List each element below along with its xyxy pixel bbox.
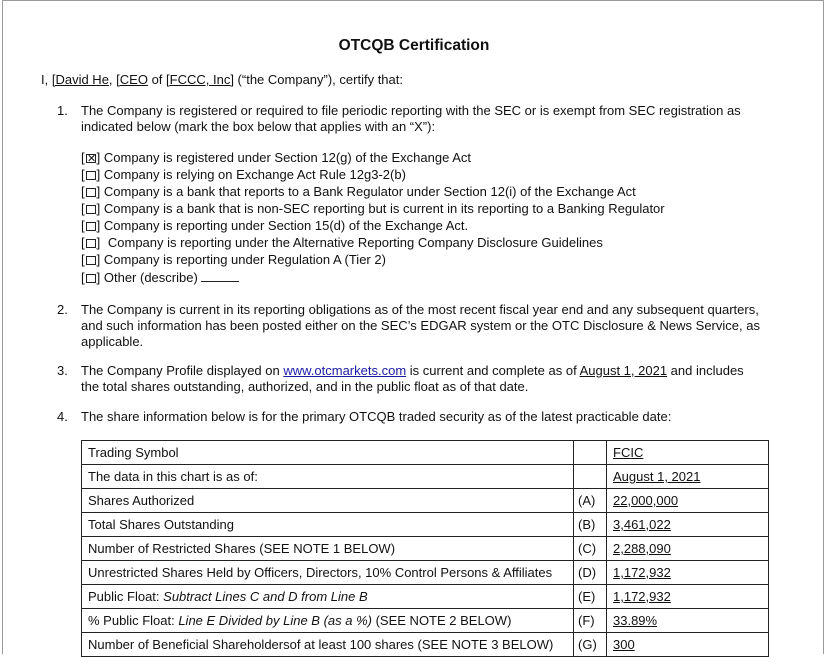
row-letter: (B) <box>574 513 607 537</box>
option-label: Company is reporting under Section 15(d) of the Exchange Act. <box>103 218 469 233</box>
table-row <box>82 513 769 537</box>
row-value: 1,172,932 <box>607 585 769 609</box>
page-title: OTCQB Certification <box>338 37 490 54</box>
option-label: Company is reporting under the Alternative Reporting Company Disclosure Guidelines <box>107 235 603 250</box>
row-value: 2,288,090 <box>607 537 769 561</box>
checkbox-icon[interactable] <box>86 256 96 265</box>
option-other: [ ] Other (describe) <box>81 269 239 286</box>
option-label: Other (describe) <box>103 270 202 285</box>
row-label: % Public Float: Line E Divided by Line B (as a %) (SEE NOTE 2 BELOW) <box>82 609 574 633</box>
row-value: FCIC <box>607 441 769 465</box>
option-registered-12g <box>81 150 471 166</box>
option-label: Company is a bank that is non-SEC reporting but is current in its reporting to a Banking Regulator <box>103 201 665 216</box>
checkbox-icon[interactable] <box>86 239 96 248</box>
item3-line2: the total shares outstanding, authorized, and in the public float as of that date. <box>81 379 529 394</box>
table-row <box>82 561 769 585</box>
table-row <box>82 441 769 465</box>
row-value: 3,461,022 <box>607 513 769 537</box>
row-label: Total Shares Outstanding <box>82 513 574 537</box>
company-name: [FCCC, Inc] <box>166 72 234 87</box>
row-value: 300 <box>607 633 769 657</box>
otcmarkets-link[interactable]: www.otcmarkets.com <box>283 363 407 378</box>
checkbox-icon[interactable] <box>86 222 96 231</box>
option-section-15d: [ ] Company is reporting under Section 15(d) of the Exchange Act. <box>81 218 469 233</box>
option-rule-12g3-2b: [ ] Company is relying on Exchange Act Rule 12g3-2(b) <box>81 167 406 182</box>
option-bank-non-sec: [ ] Company is a bank that is non-SEC reporting but is current in its reporting to a Banking Regulator <box>81 201 665 216</box>
checkbox-icon[interactable] <box>86 188 96 197</box>
row-value: August 1, 2021 <box>607 465 769 489</box>
item3-line1 <box>81 363 744 379</box>
other-describe-field[interactable] <box>201 269 239 282</box>
row-label: Shares Authorized <box>82 489 574 513</box>
row-label: Number of Restricted Shares (SEE NOTE 1 BELOW) <box>82 537 574 561</box>
table-row <box>82 465 769 489</box>
item4-number: 4. <box>57 409 68 424</box>
option-bank-12i: [ ] Company is a bank that reports to a Bank Regulator under Section 12(i) of the Exchange Act <box>81 184 636 199</box>
row-label: Public Float: Subtract Lines C and D from Line B <box>82 585 574 609</box>
option-label: Company is reporting under Regulation A (Tier 2) <box>103 252 386 267</box>
checked-box-icon[interactable]: ✕ <box>87 153 97 165</box>
row-value: 22,000,000 <box>607 489 769 513</box>
item3-number: 3. <box>57 363 68 378</box>
row-label: Unrestricted Shares Held by Officers, Directors, 10% Control Persons & Affiliates <box>82 561 574 585</box>
table-row <box>82 489 769 513</box>
table-row <box>82 537 769 561</box>
item1-line2: indicated below (mark the box below that applies with an “X”): <box>81 119 436 134</box>
item2-line3: applicable. <box>81 334 144 349</box>
intro-suffix: (“the Company”), certify that: <box>233 72 403 87</box>
intro-line <box>41 72 403 88</box>
row-letter: (G) <box>574 633 607 657</box>
intro-prefix: I, <box>41 72 52 87</box>
row-value: 33.89% <box>607 609 769 633</box>
item2-line1: The Company is current in its reporting obligations as of the most recent fiscal year end and any subsequent quarters, <box>81 302 759 317</box>
table-row <box>82 633 769 657</box>
row-label: The data in this chart is as of: <box>82 465 574 489</box>
intro-sep: , <box>108 72 117 87</box>
profile-date: August 1, 2021 <box>579 363 668 378</box>
checkbox-icon[interactable] <box>86 274 96 283</box>
item3-mid: is current and complete as of <box>406 363 580 378</box>
row-letter: (F) <box>574 609 607 633</box>
officer-name: [David He <box>51 72 109 87</box>
item3-post: and includes <box>667 363 744 378</box>
row-letter: (E) <box>574 585 607 609</box>
row-label: Number of Beneficial Shareholdersof at least 100 shares (SEE NOTE 3 BELOW) <box>82 633 574 657</box>
option-label: Company is a bank that reports to a Bank Regulator under Section 12(i) of the Exchange Act <box>103 184 636 199</box>
item1-number: 1. <box>57 103 68 118</box>
checkbox-wrapper: [ ✕ ] <box>81 150 101 165</box>
item4-text: The share information below is for the primary OTCQB traded security as of the latest practicable date: <box>81 409 672 424</box>
option-label: Company is registered under Section 12(g) of the Exchange Act <box>103 150 471 165</box>
item3-pre: The Company Profile displayed on <box>81 363 284 378</box>
share-information-table <box>81 440 769 657</box>
option-alternative-reporting: [ ] Company is reporting under the Alternative Reporting Company Disclosure Guidelines <box>81 235 603 250</box>
item2-line2: and such information has been posted either on the SEC’s EDGAR system or the OTC Disclosure & News Service, as <box>81 318 760 333</box>
row-letter <box>574 465 607 489</box>
option-label: Company is relying on Exchange Act Rule 12g3-2(b) <box>103 167 406 182</box>
row-letter: (D) <box>574 561 607 585</box>
table-row <box>82 585 769 609</box>
row-letter: (A) <box>574 489 607 513</box>
row-label: Trading Symbol <box>82 441 574 465</box>
checkbox-icon[interactable] <box>86 171 96 180</box>
item1-line1: The Company is registered or required to file periodic reporting with the SEC or is exempt from SEC registration as <box>81 103 741 118</box>
officer-title: [CEO <box>116 72 148 87</box>
option-regulation-a: [ ] Company is reporting under Regulation A (Tier 2) <box>81 252 386 267</box>
row-letter <box>574 441 607 465</box>
document-page <box>2 0 824 654</box>
table-row <box>82 609 769 633</box>
row-letter: (C) <box>574 537 607 561</box>
row-value: 1,172,932 <box>607 561 769 585</box>
item2-number: 2. <box>57 302 68 317</box>
intro-of: of <box>147 72 167 87</box>
checkbox-icon[interactable] <box>86 205 96 214</box>
